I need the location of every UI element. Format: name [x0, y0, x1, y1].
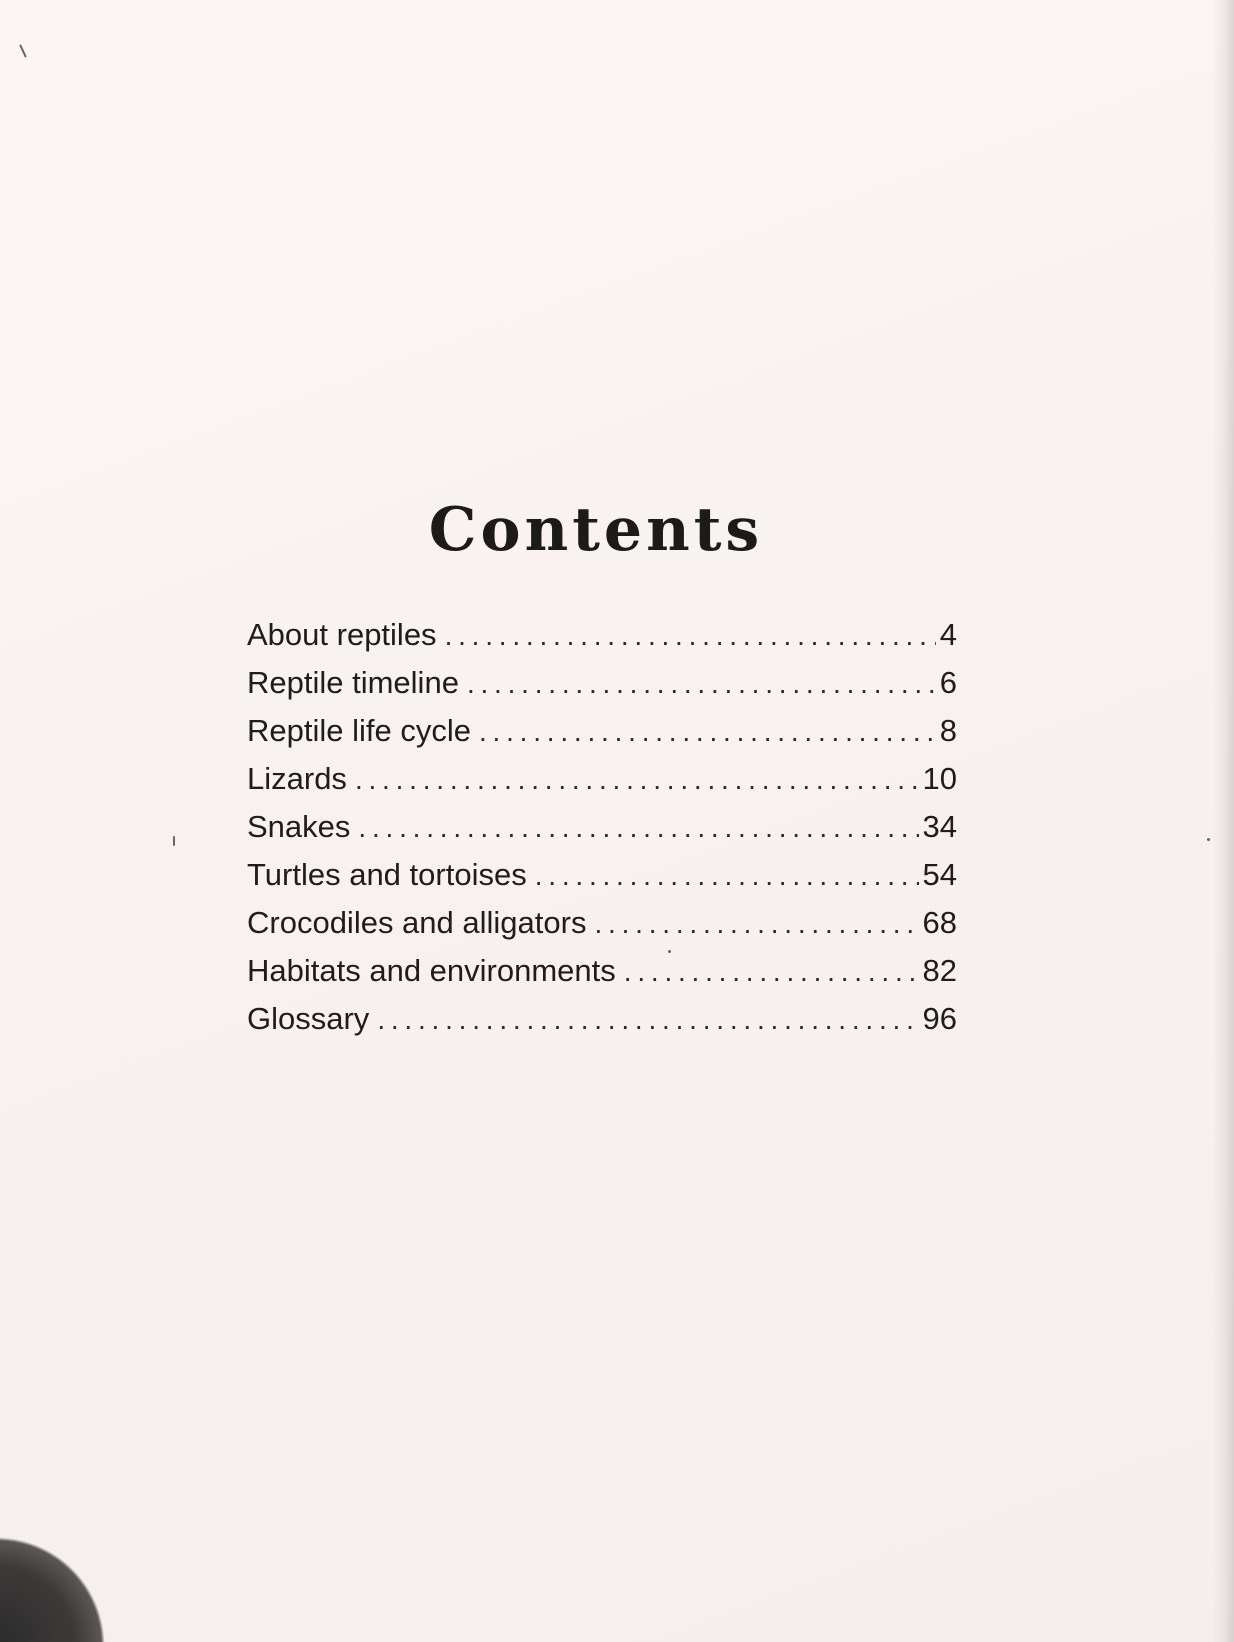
toc-entry-label: Snakes [247, 809, 351, 844]
toc-entry-label: Lizards [247, 761, 347, 796]
table-of-contents [247, 617, 957, 1049]
toc-entry-page-number: 34 [922, 809, 957, 844]
toc-entry [247, 1001, 957, 1049]
toc-entry [247, 761, 957, 809]
paper-speck [173, 836, 175, 846]
toc-entry-page-number: 6 [939, 665, 957, 700]
toc-entry [247, 713, 957, 761]
paper-speck [1207, 838, 1210, 841]
toc-entry-page-number: 10 [922, 761, 957, 796]
toc-dot-leader [445, 620, 936, 652]
toc-entry-label: Crocodiles and alligators [247, 905, 587, 940]
toc-entry-page-number: 8 [939, 713, 957, 748]
paper-speck [19, 44, 27, 58]
toc-dot-leader [377, 1004, 918, 1036]
toc-dot-leader [594, 908, 918, 940]
page-corner-shadow [0, 1522, 120, 1642]
toc-entry [247, 905, 957, 953]
toc-entry [247, 617, 957, 665]
toc-entry [247, 665, 957, 713]
toc-entry-label: Reptile timeline [247, 665, 459, 700]
toc-entry-label: Reptile life cycle [247, 713, 471, 748]
toc-entry-page-number: 4 [939, 617, 957, 652]
toc-entry [247, 953, 957, 1001]
toc-entry-label: Glossary [247, 1001, 370, 1036]
toc-dot-leader [358, 812, 918, 844]
toc-entry-page-number: 96 [922, 1001, 957, 1036]
page-edge-shadow [1212, 0, 1234, 1642]
toc-entry-label: Habitats and environments [247, 953, 616, 988]
toc-dot-leader [467, 668, 936, 700]
toc-entry [247, 857, 957, 905]
toc-dot-leader [624, 956, 919, 988]
toc-dot-leader [535, 860, 919, 892]
toc-entry [247, 809, 957, 857]
toc-dot-leader [355, 764, 919, 796]
toc-entry-page-number: 68 [922, 905, 957, 940]
toc-entry-label: About reptiles [247, 617, 437, 652]
toc-entry-page-number: 54 [922, 857, 957, 892]
toc-dot-leader [479, 716, 936, 748]
page-title: Contents [428, 495, 764, 565]
toc-entry-page-number: 82 [922, 953, 957, 988]
toc-entry-label: Turtles and tortoises [247, 857, 527, 892]
